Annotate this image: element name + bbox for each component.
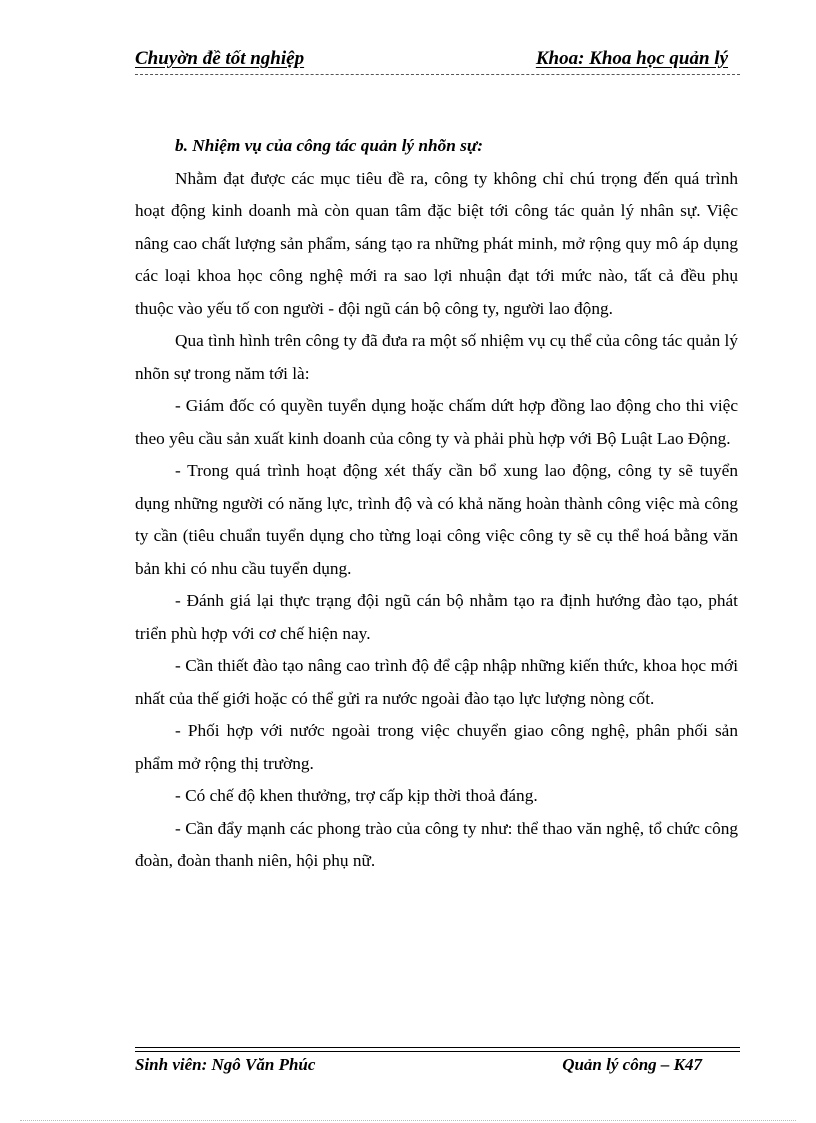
list-item: - Đánh giá lại thực trạng đội ngũ cán bộ nhằm tạo ra định hướng đào tạo, phát triển phù hợp với cơ chế hiện nay. <box>135 591 738 643</box>
footer-rule <box>135 1047 740 1048</box>
document-body <box>135 124 738 878</box>
paragraph: Nhằm đạt được các mục tiêu đề ra, công ty không chỉ chú trọng đến quá trình hoạt động kinh doanh mà còn quan tâm đặc biệt tới công tác quản lý nhân sự. Việc nâng cao chất lượng sản phẩm, sáng tạo ra những phát minh, mở rộng quy mô áp dụng các loại khoa học công nghệ mới ra sao lợi nhuận đạt tới mức nào, tất cả đều phụ thuộc vào yếu tố con người - đội ngũ cán bộ công ty, người lao động. <box>135 168 738 318</box>
list-item: - Giám đốc có quyền tuyển dụng hoặc chấm dứt hợp đồng lao động cho thi việc theo yêu cầu sản xuất kinh doanh của công ty và phải phù hợp với Bộ Luật Lao Động. <box>135 396 738 448</box>
list-item: - Trong quá trình hoạt động xét thấy cần bổ xung lao động, công ty sẽ tuyển dụng những người có năng lực, trình độ và có khả năng hoàn thành công việc mà công ty cần (tiêu chuẩn tuyển dụng cho từng loại công việc công ty sẽ cụ thể hoá bằng văn bản khi có nhu cầu tuyển dụng. <box>135 461 738 578</box>
list-item: - Cần thiết đào tạo nâng cao trình độ để cập nhập những kiến thức, khoa học mới nhất của thế giới hoặc có thể gửi ra nước ngoài đào tạo lực lượng nòng cốt. <box>135 656 738 708</box>
list-item: - Có chế độ khen thưởng, trợ cấp kịp thời thoả đáng. <box>175 786 538 805</box>
page-header <box>135 46 740 78</box>
page-bottom-border <box>20 1120 796 1121</box>
section-heading: b. Nhiệm vụ của công tác quản lý nhõn sự: <box>175 136 484 155</box>
list-item: - Phối hợp với nước ngoài trong việc chuyển giao công nghệ, phân phối sản phẩm mở rộng thị trường. <box>135 721 738 773</box>
list-item: - Cần đẩy mạnh các phong trào của công ty như: thể thao văn nghệ, tổ chức công đoàn, đoàn thanh niên, hội phụ nữ. <box>135 818 738 870</box>
header-thesis-title: Chuyờn đề tốt nghiệp <box>135 48 305 69</box>
page-footer <box>135 1047 740 1087</box>
footer-student: Sinh viên: Ngô Văn Phúc <box>135 1055 316 1074</box>
footer-class: Quản lý công – K47 <box>562 1055 702 1074</box>
paragraph: Qua tình hình trên công ty đã đưa ra một số nhiệm vụ cụ thể của công tác quản lý nhõn sự trong năm tới là: <box>135 331 738 383</box>
header-faculty: Khoa: Khoa học quản lý <box>535 48 728 69</box>
footer-rule <box>135 1051 740 1052</box>
header-divider <box>135 74 740 75</box>
